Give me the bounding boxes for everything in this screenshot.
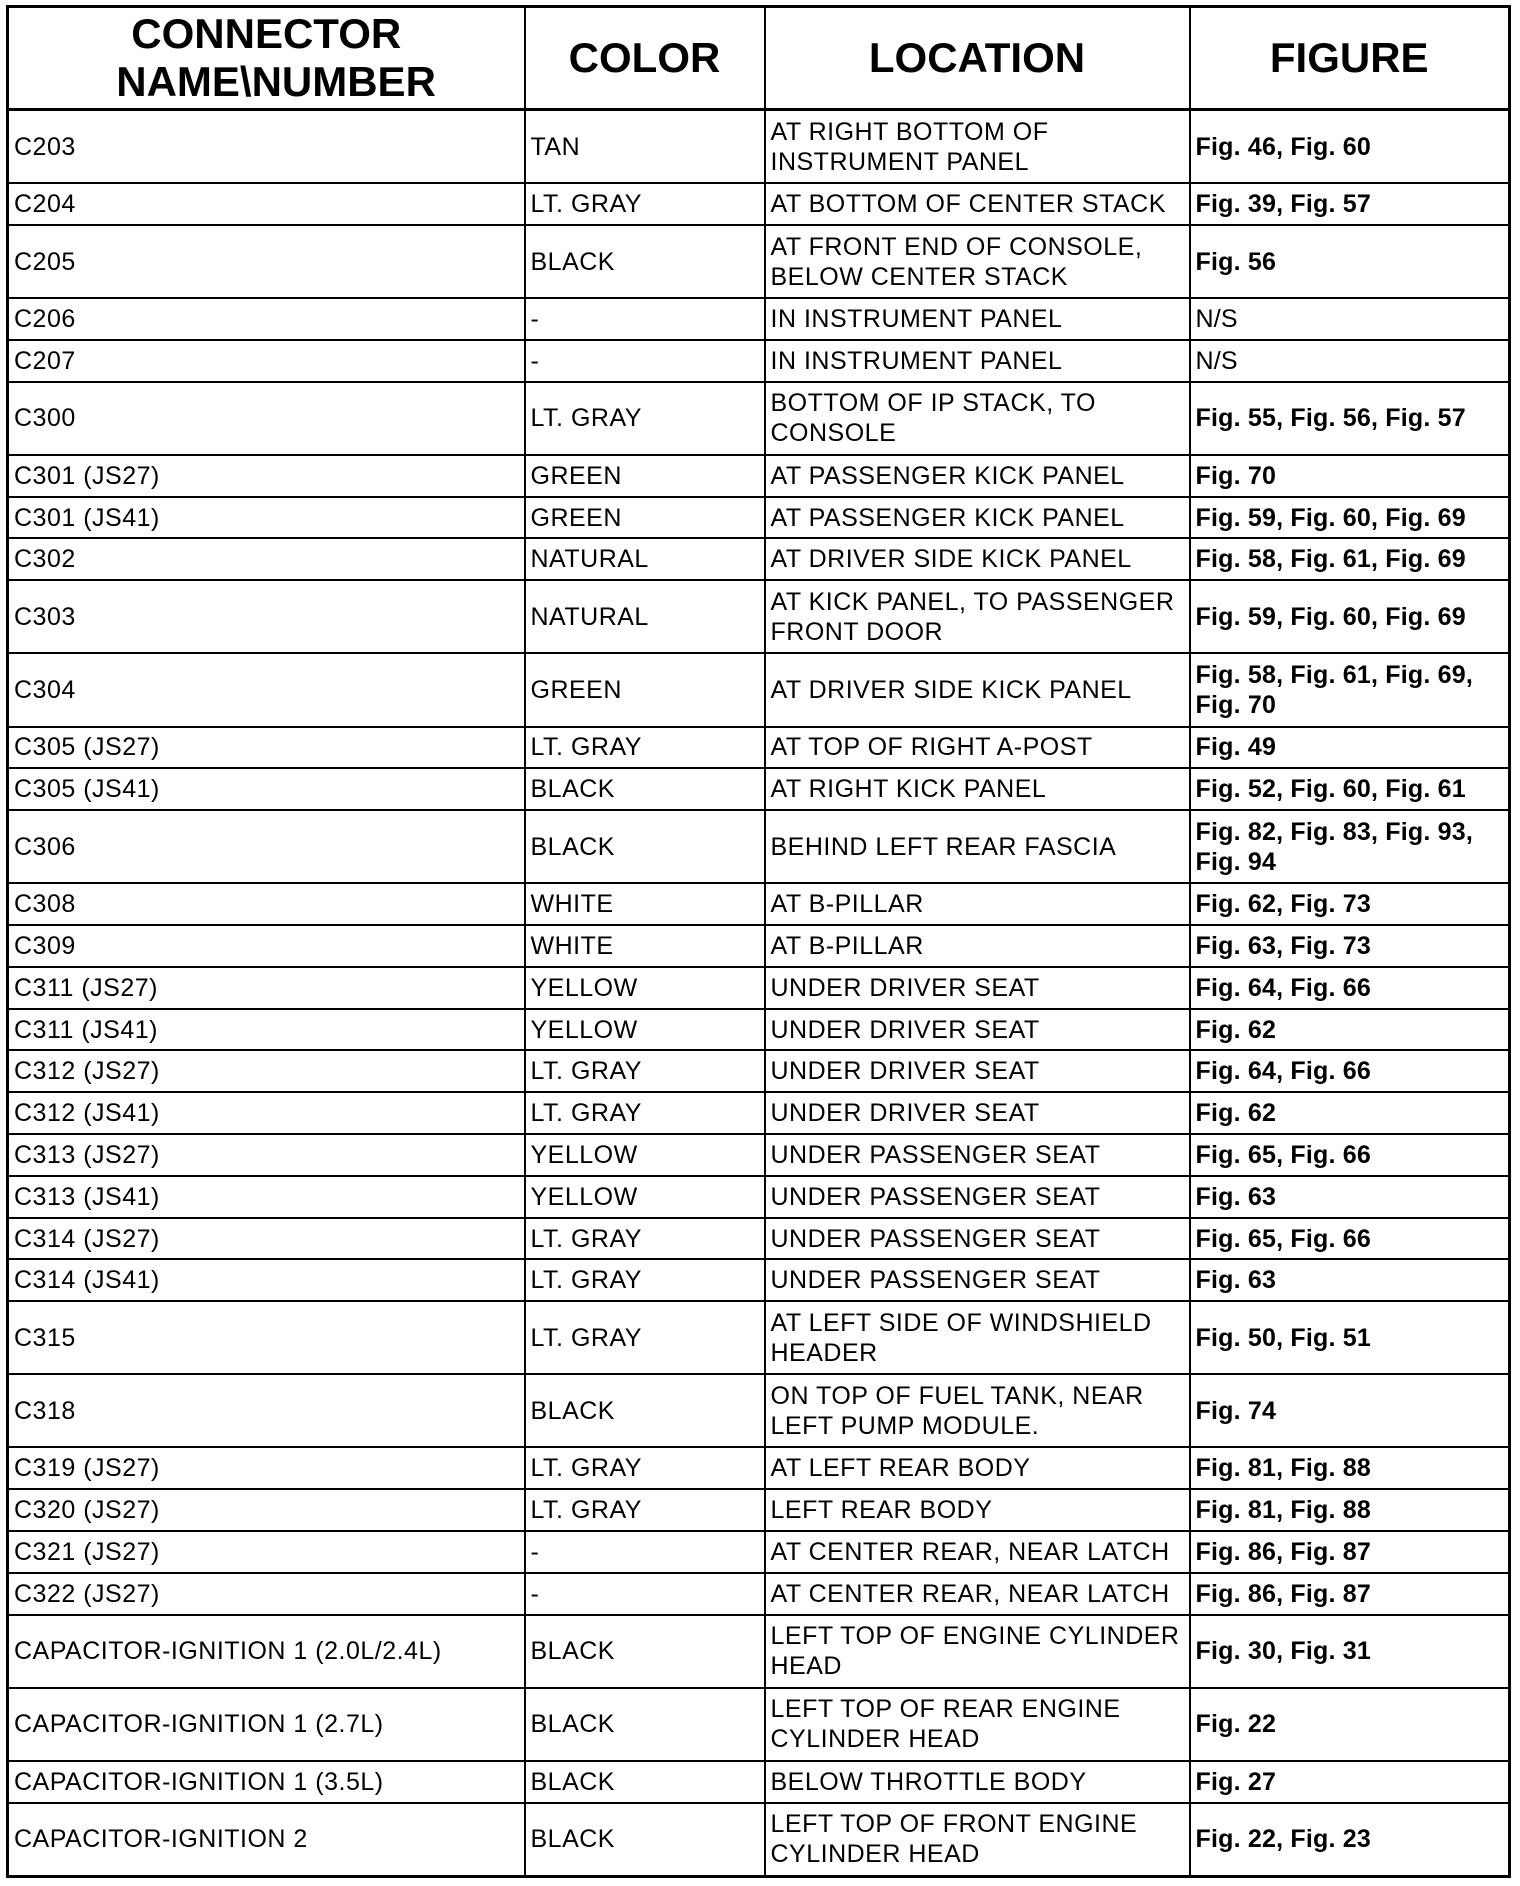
location-cell: AT TOP OF RIGHT A-POST [765,727,1190,769]
location-cell: UNDER PASSENGER SEAT [765,1134,1190,1176]
table-row [8,538,1510,580]
color-cell: LT. GRAY [525,1259,765,1301]
connector-name-cell: C305 (JS41) [8,768,525,810]
figure-cell: Fig. 27 [1190,1761,1510,1803]
connector-name-cell: C320 (JS27) [8,1489,525,1531]
location-cell: UNDER DRIVER SEAT [765,1009,1190,1051]
table-row [8,1301,1510,1374]
color-cell: LT. GRAY [525,1050,765,1092]
table-header [8,7,1510,110]
table-row [8,1573,1510,1615]
header-connector-name-label: CONNECTOR NAME\NUMBER [116,10,436,105]
connector-name-cell: C207 [8,340,525,382]
color-cell: - [525,298,765,340]
location-cell: AT LEFT REAR BODY [765,1447,1190,1489]
figure-cell: Fig. 58, Fig. 61, Fig. 69 [1190,538,1510,580]
color-cell: WHITE [525,925,765,967]
header-connector-name [8,7,525,110]
table-row [8,497,1510,539]
figure-cell: Fig. 64, Fig. 66 [1190,1050,1510,1092]
table-row [8,1615,1510,1688]
table-row [8,382,1510,455]
connector-name-cell: C312 (JS27) [8,1050,525,1092]
location-cell: AT CENTER REAR, NEAR LATCH [765,1531,1190,1573]
figure-cell: Fig. 39, Fig. 57 [1190,183,1510,225]
figure-cell: Fig. 65, Fig. 66 [1190,1218,1510,1260]
table-row [8,1218,1510,1260]
connector-name-cell: C301 (JS27) [8,455,525,497]
color-cell: BLACK [525,768,765,810]
connector-name-cell: C309 [8,925,525,967]
connector-name-cell: C203 [8,110,525,184]
location-cell: LEFT REAR BODY [765,1489,1190,1531]
table-row [8,1489,1510,1531]
table-row [8,1092,1510,1134]
connector-name-cell: C308 [8,883,525,925]
figure-cell: Fig. 63 [1190,1176,1510,1218]
color-cell: LT. GRAY [525,1489,765,1531]
location-cell: UNDER PASSENGER SEAT [765,1176,1190,1218]
location-cell: UNDER PASSENGER SEAT [765,1259,1190,1301]
connector-name-cell: C319 (JS27) [8,1447,525,1489]
figure-cell: Fig. 62 [1190,1092,1510,1134]
color-cell: YELLOW [525,1134,765,1176]
figure-cell: Fig. 81, Fig. 88 [1190,1447,1510,1489]
location-cell: AT DRIVER SIDE KICK PANEL [765,653,1190,726]
location-cell: UNDER DRIVER SEAT [765,1050,1190,1092]
table-row [8,1374,1510,1447]
table-row [8,455,1510,497]
location-cell: UNDER PASSENGER SEAT [765,1218,1190,1260]
location-cell: AT FRONT END OF CONSOLE, BELOW CENTER STACK [765,225,1190,298]
location-cell: AT B-PILLAR [765,883,1190,925]
table-row [8,1134,1510,1176]
figure-cell: Fig. 63, Fig. 73 [1190,925,1510,967]
header-location: LOCATION [765,7,1190,110]
location-cell: AT RIGHT KICK PANEL [765,768,1190,810]
figure-cell: Fig. 86, Fig. 87 [1190,1573,1510,1615]
color-cell: BLACK [525,1761,765,1803]
location-cell: AT LEFT SIDE OF WINDSHIELD HEADER [765,1301,1190,1374]
location-cell: AT PASSENGER KICK PANEL [765,497,1190,539]
connector-name-cell: C306 [8,810,525,883]
color-cell: TAN [525,110,765,184]
table-row [8,727,1510,769]
connector-name-cell: C305 (JS27) [8,727,525,769]
figure-cell: Fig. 82, Fig. 83, Fig. 93, Fig. 94 [1190,810,1510,883]
figure-cell: Fig. 70 [1190,455,1510,497]
color-cell: BLACK [525,225,765,298]
location-cell: BELOW THROTTLE BODY [765,1761,1190,1803]
table-row [8,768,1510,810]
table-row [8,1259,1510,1301]
table-row [8,298,1510,340]
color-cell: BLACK [525,1688,765,1761]
table-row [8,340,1510,382]
color-cell: WHITE [525,883,765,925]
location-cell: AT DRIVER SIDE KICK PANEL [765,538,1190,580]
table-body [8,110,1510,1877]
connector-name-cell: C314 (JS27) [8,1218,525,1260]
figure-cell: N/S [1190,340,1510,382]
location-cell: AT PASSENGER KICK PANEL [765,455,1190,497]
connector-name-cell: C315 [8,1301,525,1374]
location-cell: UNDER DRIVER SEAT [765,967,1190,1009]
table-row [8,183,1510,225]
color-cell: BLACK [525,1615,765,1688]
color-cell: LT. GRAY [525,1447,765,1489]
color-cell: LT. GRAY [525,382,765,455]
figure-cell: Fig. 59, Fig. 60, Fig. 69 [1190,580,1510,653]
connector-name-cell: CAPACITOR-IGNITION 2 [8,1803,525,1877]
figure-cell: Fig. 56 [1190,225,1510,298]
connector-name-cell: C311 (JS27) [8,967,525,1009]
figure-cell: Fig. 81, Fig. 88 [1190,1489,1510,1531]
connector-name-cell: C302 [8,538,525,580]
location-cell: BOTTOM OF IP STACK, TO CONSOLE [765,382,1190,455]
connector-name-cell: C321 (JS27) [8,1531,525,1573]
color-cell: BLACK [525,1374,765,1447]
location-cell: UNDER DRIVER SEAT [765,1092,1190,1134]
figure-cell: Fig. 74 [1190,1374,1510,1447]
location-cell: IN INSTRUMENT PANEL [765,298,1190,340]
connector-table [6,5,1511,1878]
color-cell: YELLOW [525,1176,765,1218]
color-cell: - [525,340,765,382]
figure-cell: Fig. 59, Fig. 60, Fig. 69 [1190,497,1510,539]
color-cell: LT. GRAY [525,727,765,769]
table-row [8,225,1510,298]
header-color: COLOR [525,7,765,110]
color-cell: LT. GRAY [525,1218,765,1260]
color-cell: NATURAL [525,580,765,653]
figure-cell: Fig. 22 [1190,1688,1510,1761]
table-row [8,1176,1510,1218]
connector-name-cell: C206 [8,298,525,340]
location-cell: LEFT TOP OF ENGINE CYLINDER HEAD [765,1615,1190,1688]
connector-name-cell: C304 [8,653,525,726]
connector-name-cell: C313 (JS41) [8,1176,525,1218]
table-row [8,1531,1510,1573]
connector-name-cell: C205 [8,225,525,298]
connector-name-cell: C204 [8,183,525,225]
table-row [8,1009,1510,1051]
connector-name-cell: C318 [8,1374,525,1447]
figure-cell: Fig. 64, Fig. 66 [1190,967,1510,1009]
figure-cell: Fig. 65, Fig. 66 [1190,1134,1510,1176]
header-figure: FIGURE [1190,7,1510,110]
color-cell: BLACK [525,810,765,883]
color-cell: YELLOW [525,1009,765,1051]
connector-name-cell: C301 (JS41) [8,497,525,539]
figure-cell: Fig. 63 [1190,1259,1510,1301]
location-cell: AT CENTER REAR, NEAR LATCH [765,1573,1190,1615]
connector-name-cell: C322 (JS27) [8,1573,525,1615]
table-row [8,883,1510,925]
location-cell: ON TOP OF FUEL TANK, NEAR LEFT PUMP MODULE. [765,1374,1190,1447]
figure-cell: Fig. 22, Fig. 23 [1190,1803,1510,1877]
table-row [8,110,1510,184]
location-cell: AT BOTTOM OF CENTER STACK [765,183,1190,225]
table-row [8,653,1510,726]
table-row [8,1761,1510,1803]
connector-name-cell: C314 (JS41) [8,1259,525,1301]
color-cell: LT. GRAY [525,1301,765,1374]
location-cell: BEHIND LEFT REAR FASCIA [765,810,1190,883]
table-row [8,1050,1510,1092]
location-cell: AT RIGHT BOTTOM OF INSTRUMENT PANEL [765,110,1190,184]
figure-cell: Fig. 62, Fig. 73 [1190,883,1510,925]
table-row [8,925,1510,967]
color-cell: LT. GRAY [525,183,765,225]
connector-name-cell: C300 [8,382,525,455]
location-cell: AT KICK PANEL, TO PASSENGER FRONT DOOR [765,580,1190,653]
table-row [8,810,1510,883]
location-cell: LEFT TOP OF REAR ENGINE CYLINDER HEAD [765,1688,1190,1761]
figure-cell: Fig. 52, Fig. 60, Fig. 61 [1190,768,1510,810]
location-cell: AT B-PILLAR [765,925,1190,967]
figure-cell: Fig. 62 [1190,1009,1510,1051]
figure-cell: Fig. 50, Fig. 51 [1190,1301,1510,1374]
color-cell: BLACK [525,1803,765,1877]
figure-cell: Fig. 58, Fig. 61, Fig. 69, Fig. 70 [1190,653,1510,726]
color-cell: - [525,1531,765,1573]
figure-cell: Fig. 46, Fig. 60 [1190,110,1510,184]
location-cell: IN INSTRUMENT PANEL [765,340,1190,382]
figure-cell: Fig. 49 [1190,727,1510,769]
color-cell: YELLOW [525,967,765,1009]
color-cell: NATURAL [525,538,765,580]
color-cell: GREEN [525,653,765,726]
connector-name-cell: CAPACITOR-IGNITION 1 (2.7L) [8,1688,525,1761]
connector-name-cell: C312 (JS41) [8,1092,525,1134]
location-cell: LEFT TOP OF FRONT ENGINE CYLINDER HEAD [765,1803,1190,1877]
table-row [8,1803,1510,1877]
color-cell: - [525,1573,765,1615]
connector-name-cell: CAPACITOR-IGNITION 1 (3.5L) [8,1761,525,1803]
color-cell: GREEN [525,455,765,497]
table-row [8,967,1510,1009]
figure-cell: Fig. 30, Fig. 31 [1190,1615,1510,1688]
connector-name-cell: C313 (JS27) [8,1134,525,1176]
connector-name-cell: C303 [8,580,525,653]
figure-cell: Fig. 86, Fig. 87 [1190,1531,1510,1573]
table-row [8,1447,1510,1489]
color-cell: GREEN [525,497,765,539]
connector-name-cell: CAPACITOR-IGNITION 1 (2.0L/2.4L) [8,1615,525,1688]
figure-cell: N/S [1190,298,1510,340]
color-cell: LT. GRAY [525,1092,765,1134]
figure-cell: Fig. 55, Fig. 56, Fig. 57 [1190,382,1510,455]
connector-name-cell: C311 (JS41) [8,1009,525,1051]
table-row [8,1688,1510,1761]
connector-table-sheet [6,5,1508,1878]
table-row [8,580,1510,653]
